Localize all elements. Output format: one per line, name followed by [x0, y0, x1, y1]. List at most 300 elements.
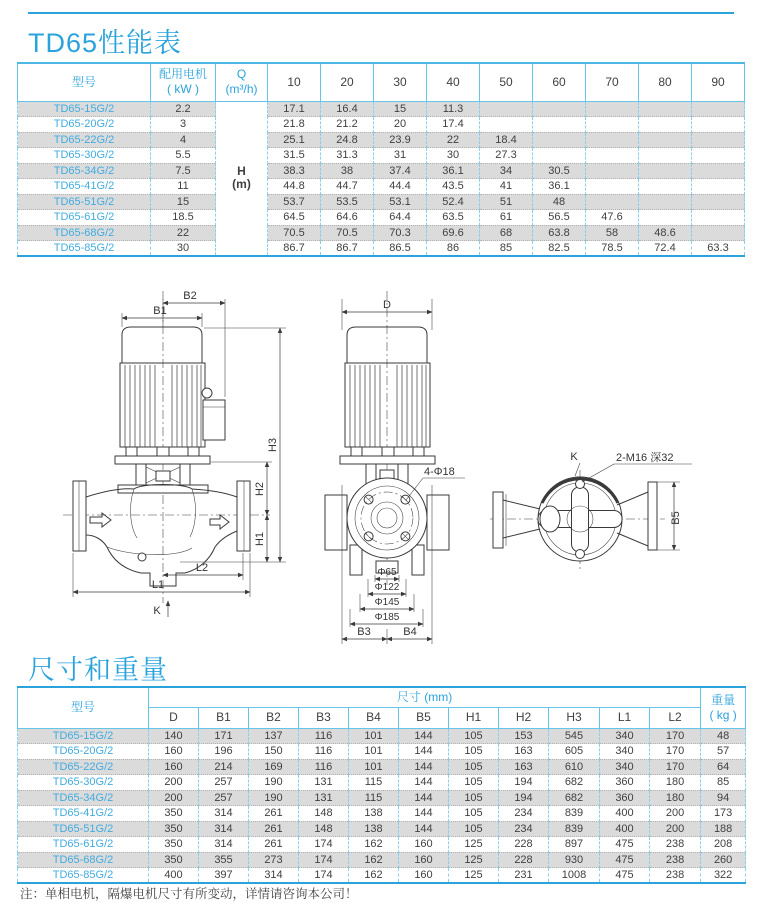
dim-value-cell: 350 [149, 852, 199, 868]
dim-label-b3: B3 [357, 626, 371, 638]
dim-value-cell: 115 [349, 790, 399, 806]
model-cell: TD65-51G/2 [18, 194, 151, 210]
dim-value-cell: 171 [199, 728, 249, 744]
dim-label-h1: H1 [254, 531, 266, 547]
dim-value-cell: 150 [249, 744, 299, 760]
dimension-row [18, 868, 746, 884]
head-value-cell: 20 [374, 117, 427, 133]
dim-value-cell: 144 [399, 806, 449, 822]
dim-label-d65: Φ65 [377, 567, 397, 578]
model-cell: TD65-30G/2 [18, 775, 149, 791]
dim-value-cell: 314 [199, 806, 249, 822]
dim-value-cell: 148 [299, 806, 349, 822]
col-dim-b2: B2 [249, 707, 299, 728]
col-model: 型号 [18, 687, 149, 728]
dim-value-cell: 163 [499, 759, 549, 775]
model-cell: TD65-30G/2 [18, 148, 151, 164]
head-value-cell [586, 132, 639, 148]
head-value-cell: 48 [533, 194, 586, 210]
head-value-cell: 31.5 [268, 148, 321, 164]
weight-cell: 173 [701, 806, 746, 822]
head-value-cell [639, 163, 692, 179]
dim-value-cell: 125 [449, 837, 499, 853]
dim-value-cell: 930 [549, 852, 600, 868]
head-value-cell: 34 [480, 163, 533, 179]
dimension-row [18, 821, 746, 837]
weight-cell: 48 [701, 728, 746, 744]
dim-value-cell: 105 [449, 775, 499, 791]
performance-section-title: TD65性能表 [28, 28, 183, 58]
head-value-cell [586, 194, 639, 210]
head-value-cell: 78.5 [586, 241, 639, 257]
dim-value-cell: 116 [299, 744, 349, 760]
head-value-cell: 25.1 [268, 132, 321, 148]
dim-value-cell: 105 [449, 759, 499, 775]
head-value-cell: 64.5 [268, 210, 321, 226]
callout-tapped-holes: 2-M16 深32 [616, 452, 674, 464]
head-value-cell [586, 163, 639, 179]
dim-value-cell: 545 [549, 728, 600, 744]
dimensions-table-header [18, 687, 746, 728]
head-value-cell: 31.3 [321, 148, 374, 164]
head-value-cell [480, 101, 533, 117]
dim-value-cell: 261 [249, 821, 299, 837]
dim-value-cell: 160 [399, 852, 449, 868]
head-value-cell: 85 [480, 241, 533, 257]
head-value-cell [692, 163, 745, 179]
dim-value-cell: 1008 [549, 868, 600, 884]
performance-row [18, 241, 745, 257]
dim-value-cell: 314 [199, 821, 249, 837]
motor-kw-cell: 2.2 [151, 101, 216, 117]
dim-value-cell: 234 [499, 806, 549, 822]
weight-cell: 322 [701, 868, 746, 884]
dim-value-cell: 400 [149, 868, 199, 884]
dim-value-cell: 116 [299, 728, 349, 744]
dim-value-cell: 194 [499, 775, 549, 791]
performance-table-body [18, 101, 745, 256]
dim-value-cell: 190 [249, 790, 299, 806]
head-value-cell: 23.9 [374, 132, 427, 148]
performance-row [18, 179, 745, 195]
head-value-cell: 43.5 [427, 179, 480, 195]
dim-value-cell: 125 [449, 852, 499, 868]
head-symbol: H [237, 164, 246, 179]
dim-value-cell: 350 [149, 821, 199, 837]
perf-header-row [18, 63, 745, 101]
motor-kw-cell: 15 [151, 194, 216, 210]
model-cell: TD65-15G/2 [18, 728, 149, 744]
col-model: 型号 [18, 63, 151, 101]
model-cell: TD65-68G/2 [18, 852, 149, 868]
motor-kw-cell: 7.5 [151, 163, 216, 179]
dim-value-cell: 475 [600, 852, 650, 868]
dim-value-cell: 610 [549, 759, 600, 775]
col-motor: 配用电机 ( kW ) [151, 63, 216, 101]
col-dim-h1: H1 [449, 707, 499, 728]
head-value-cell: 53.1 [374, 194, 427, 210]
head-value-cell: 21.8 [268, 117, 321, 133]
col-dim-d: D [149, 707, 199, 728]
model-cell: TD65-34G/2 [18, 790, 149, 806]
head-value-cell [692, 225, 745, 241]
dimension-row [18, 852, 746, 868]
col-flow-80: 80 [639, 63, 692, 101]
model-cell: TD65-20G/2 [18, 117, 151, 133]
volute-casing [73, 481, 250, 586]
head-value-cell: 30.5 [533, 163, 586, 179]
dim-value-cell: 174 [299, 868, 349, 884]
dim-value-cell: 162 [349, 852, 399, 868]
dim-value-cell: 137 [249, 728, 299, 744]
dim-value-cell: 138 [349, 821, 399, 837]
model-cell: TD65-61G/2 [18, 210, 151, 226]
head-value-cell [639, 132, 692, 148]
performance-table [17, 62, 745, 257]
dim-value-cell: 200 [149, 790, 199, 806]
head-value-cell [533, 117, 586, 133]
dim-value-cell: 257 [199, 790, 249, 806]
model-cell: TD65-41G/2 [18, 179, 151, 195]
dim-value-cell: 200 [650, 806, 701, 822]
performance-row [18, 101, 745, 117]
dim-value-cell: 196 [199, 744, 249, 760]
dimensions-table [17, 686, 746, 884]
dim-value-cell: 397 [199, 868, 249, 884]
head-value-cell: 68 [480, 225, 533, 241]
flow-arrow-discharge [210, 515, 229, 529]
dim-value-cell: 144 [399, 728, 449, 744]
col-dim-b5: B5 [399, 707, 449, 728]
head-value-cell [692, 101, 745, 117]
dim-value-cell: 144 [399, 744, 449, 760]
motor-kw-cell: 18.5 [151, 210, 216, 226]
performance-row [18, 148, 745, 164]
performance-row [18, 117, 745, 133]
dim-value-cell: 148 [299, 821, 349, 837]
dim-value-cell: 340 [600, 759, 650, 775]
head-value-cell: 69.6 [427, 225, 480, 241]
dim-value-cell: 105 [449, 806, 499, 822]
pump-side-view-drawing [320, 285, 470, 645]
head-value-cell: 31 [374, 148, 427, 164]
dim-value-cell: 360 [600, 790, 650, 806]
head-value-cell [639, 210, 692, 226]
dimension-drawings [0, 280, 762, 648]
head-value-cell: 24.8 [321, 132, 374, 148]
head-value-cell: 11.3 [427, 101, 480, 117]
dim-value-cell: 897 [549, 837, 600, 853]
head-value-cell: 64.4 [374, 210, 427, 226]
dim-value-cell: 355 [199, 852, 249, 868]
dim-value-cell: 170 [650, 744, 701, 760]
model-cell: TD65-20G/2 [18, 744, 149, 760]
dim-value-cell: 400 [600, 806, 650, 822]
dim-label-l2: L2 [195, 562, 209, 574]
footnote: 注：单相电机，隔爆电机尺寸有所变动，详情请咨询本公司！ [20, 887, 358, 901]
view-label-k: K [153, 605, 161, 617]
dim-value-cell: 238 [650, 868, 701, 884]
head-value-cell [533, 148, 586, 164]
col-dim-h2: H2 [499, 707, 549, 728]
head-value-cell: 86 [427, 241, 480, 257]
head-value-cell [639, 179, 692, 195]
dim-value-cell: 101 [349, 759, 399, 775]
dim-value-cell: 228 [499, 837, 549, 853]
head-value-cell [692, 194, 745, 210]
dimensions-table-body [18, 728, 746, 883]
dim-value-cell: 169 [249, 759, 299, 775]
head-value-cell: 86.7 [268, 241, 321, 257]
dim-value-cell: 101 [349, 728, 399, 744]
dim-value-cell: 273 [249, 852, 299, 868]
head-value-cell [692, 117, 745, 133]
head-value-cell [692, 210, 745, 226]
head-value-cell: 36.1 [533, 179, 586, 195]
dim-value-cell: 350 [149, 837, 199, 853]
dim-label-b5: B5 [670, 511, 682, 525]
dim-label-d: D [383, 299, 391, 311]
dim-value-cell: 314 [249, 868, 299, 884]
col-flow-50: 50 [480, 63, 533, 101]
dim-value-cell: 138 [349, 806, 399, 822]
dim-label-b4: B4 [403, 626, 417, 638]
model-cell: TD65-15G/2 [18, 101, 151, 117]
dim-value-cell: 105 [449, 744, 499, 760]
weight-cell: 85 [701, 775, 746, 791]
dimension-row [18, 775, 746, 791]
motor-kw-cell: 5.5 [151, 148, 216, 164]
performance-row [18, 163, 745, 179]
head-meters-cell [216, 101, 268, 256]
head-value-cell [533, 132, 586, 148]
dim-value-cell: 131 [299, 775, 349, 791]
dim-value-cell: 144 [399, 759, 449, 775]
col-flow-10: 10 [268, 63, 321, 101]
head-value-cell: 70.5 [268, 225, 321, 241]
head-value-cell [586, 101, 639, 117]
head-value-cell: 63.8 [533, 225, 586, 241]
dim-value-cell: 180 [650, 775, 701, 791]
head-value-cell: 86.7 [321, 241, 374, 257]
weight-cell: 208 [701, 837, 746, 853]
motor-kw-cell: 4 [151, 132, 216, 148]
head-value-cell: 63.3 [692, 241, 745, 257]
dim-value-cell: 163 [499, 744, 549, 760]
performance-row [18, 132, 745, 148]
callout-bolt-holes: 4-Φ18 [424, 466, 455, 478]
dim-value-cell: 228 [499, 852, 549, 868]
dim-value-cell: 153 [499, 728, 549, 744]
head-value-cell: 44.7 [321, 179, 374, 195]
col-dim-l1: L1 [600, 707, 650, 728]
head-value-cell [533, 101, 586, 117]
dim-value-cell: 200 [650, 821, 701, 837]
head-value-cell [692, 132, 745, 148]
dim-value-cell: 174 [299, 837, 349, 853]
head-value-cell: 48.6 [639, 225, 692, 241]
dims-header-group-row [18, 687, 746, 707]
dim-label-b1: B1 [153, 305, 167, 317]
dim-label-d145: Φ145 [374, 597, 400, 608]
dimensions-section-title: 尺寸和重量 [28, 655, 168, 685]
motor-kw-cell: 30 [151, 241, 216, 257]
dim-label-b2: B2 [183, 290, 197, 302]
head-value-cell: 86.5 [374, 241, 427, 257]
dim-value-cell: 231 [499, 868, 549, 884]
dimension-row [18, 790, 746, 806]
dim-value-cell: 144 [399, 790, 449, 806]
dim-value-cell: 214 [199, 759, 249, 775]
dim-label-h3: H3 [267, 437, 279, 453]
head-value-cell: 44.4 [374, 179, 427, 195]
pump-front-view-drawing [30, 285, 300, 635]
head-value-cell [639, 101, 692, 117]
col-flow-60: 60 [533, 63, 586, 101]
dimension-row [18, 837, 746, 853]
model-cell: TD65-85G/2 [18, 868, 149, 884]
weight-cell: 188 [701, 821, 746, 837]
dim-value-cell: 340 [600, 744, 650, 760]
dim-label-h2: H2 [254, 481, 266, 497]
dim-value-cell: 125 [449, 868, 499, 884]
head-value-cell: 56.5 [533, 210, 586, 226]
head-value-cell: 22 [427, 132, 480, 148]
model-cell: TD65-61G/2 [18, 837, 149, 853]
dim-value-cell: 115 [349, 775, 399, 791]
head-value-cell: 38 [321, 163, 374, 179]
col-flow-q: Q (m³/h) [216, 63, 268, 101]
dim-value-cell: 261 [249, 806, 299, 822]
weight-cell: 57 [701, 744, 746, 760]
head-value-cell: 47.6 [586, 210, 639, 226]
model-cell: TD65-22G/2 [18, 759, 149, 775]
dim-value-cell: 200 [149, 775, 199, 791]
head-value-cell: 52.4 [427, 194, 480, 210]
head-value-cell: 38.3 [268, 163, 321, 179]
performance-row [18, 194, 745, 210]
dim-value-cell: 160 [149, 744, 199, 760]
dim-value-cell: 105 [449, 728, 499, 744]
head-value-cell: 44.8 [268, 179, 321, 195]
dimension-lines [73, 290, 286, 617]
dim-value-cell: 350 [149, 806, 199, 822]
dim-value-cell: 475 [600, 868, 650, 884]
head-value-cell [639, 117, 692, 133]
dim-value-cell: 475 [600, 837, 650, 853]
model-cell: TD65-68G/2 [18, 225, 151, 241]
dim-value-cell: 839 [549, 821, 600, 837]
head-value-cell: 18.4 [480, 132, 533, 148]
col-group-size-mm: 尺寸 (mm) [149, 687, 701, 707]
col-flow-30: 30 [374, 63, 427, 101]
dim-value-cell: 144 [399, 775, 449, 791]
dim-value-cell: 160 [399, 837, 449, 853]
motor-kw-cell: 3 [151, 117, 216, 133]
top-rule [28, 12, 734, 14]
dim-value-cell: 170 [650, 759, 701, 775]
dim-value-cell: 180 [650, 790, 701, 806]
head-value-cell: 53.7 [268, 194, 321, 210]
dim-value-cell: 105 [449, 821, 499, 837]
dim-value-cell: 105 [449, 790, 499, 806]
head-value-cell [639, 148, 692, 164]
pump-top-view-drawing [490, 430, 762, 620]
head-value-cell [480, 117, 533, 133]
motor-kw-cell: 11 [151, 179, 216, 195]
head-unit: (m) [232, 177, 251, 192]
head-value-cell: 41 [480, 179, 533, 195]
dim-value-cell: 190 [249, 775, 299, 791]
head-value-cell [639, 194, 692, 210]
dim-value-cell: 116 [299, 759, 349, 775]
head-value-cell: 17.4 [427, 117, 480, 133]
col-flow-40: 40 [427, 63, 480, 101]
head-value-cell: 36.1 [427, 163, 480, 179]
dim-value-cell: 194 [499, 790, 549, 806]
dimension-row [18, 744, 746, 760]
head-value-cell [692, 148, 745, 164]
head-value-cell: 30 [427, 148, 480, 164]
dim-value-cell: 160 [149, 759, 199, 775]
model-cell: TD65-85G/2 [18, 241, 151, 257]
head-value-cell: 15 [374, 101, 427, 117]
dim-value-cell: 131 [299, 790, 349, 806]
dimension-row [18, 728, 746, 744]
dimension-row [18, 806, 746, 822]
dim-value-cell: 400 [600, 821, 650, 837]
head-value-cell: 64.6 [321, 210, 374, 226]
head-value-cell [692, 179, 745, 195]
weight-cell: 64 [701, 759, 746, 775]
weight-cell: 94 [701, 790, 746, 806]
head-value-cell: 70.5 [321, 225, 374, 241]
dim-value-cell: 340 [600, 728, 650, 744]
motor-outline [115, 327, 225, 464]
col-dim-h3: H3 [549, 707, 600, 728]
head-value-cell: 61 [480, 210, 533, 226]
motor-outline [340, 327, 435, 464]
weight-cell: 260 [701, 852, 746, 868]
dim-label-d122: Φ122 [374, 582, 400, 593]
head-value-cell: 70.3 [374, 225, 427, 241]
model-cell: TD65-34G/2 [18, 163, 151, 179]
performance-row [18, 225, 745, 241]
dim-value-cell: 170 [650, 728, 701, 744]
head-value-cell: 17.1 [268, 101, 321, 117]
col-dim-l2: L2 [650, 707, 701, 728]
dim-value-cell: 234 [499, 821, 549, 837]
model-cell: TD65-22G/2 [18, 132, 151, 148]
model-cell: TD65-41G/2 [18, 806, 149, 822]
dim-value-cell: 238 [650, 837, 701, 853]
performance-row [18, 210, 745, 226]
head-value-cell: 58 [586, 225, 639, 241]
dim-value-cell: 162 [349, 837, 399, 853]
head-value-cell: 27.3 [480, 148, 533, 164]
dim-value-cell: 160 [399, 868, 449, 884]
performance-table-header [18, 63, 745, 101]
dim-value-cell: 839 [549, 806, 600, 822]
dim-value-cell: 140 [149, 728, 199, 744]
casing-front [325, 478, 449, 575]
col-dim-b1: B1 [199, 707, 249, 728]
col-flow-90: 90 [692, 63, 745, 101]
head-value-cell: 72.4 [639, 241, 692, 257]
model-cell: TD65-51G/2 [18, 821, 149, 837]
dim-value-cell: 360 [600, 775, 650, 791]
dim-value-cell: 261 [249, 837, 299, 853]
